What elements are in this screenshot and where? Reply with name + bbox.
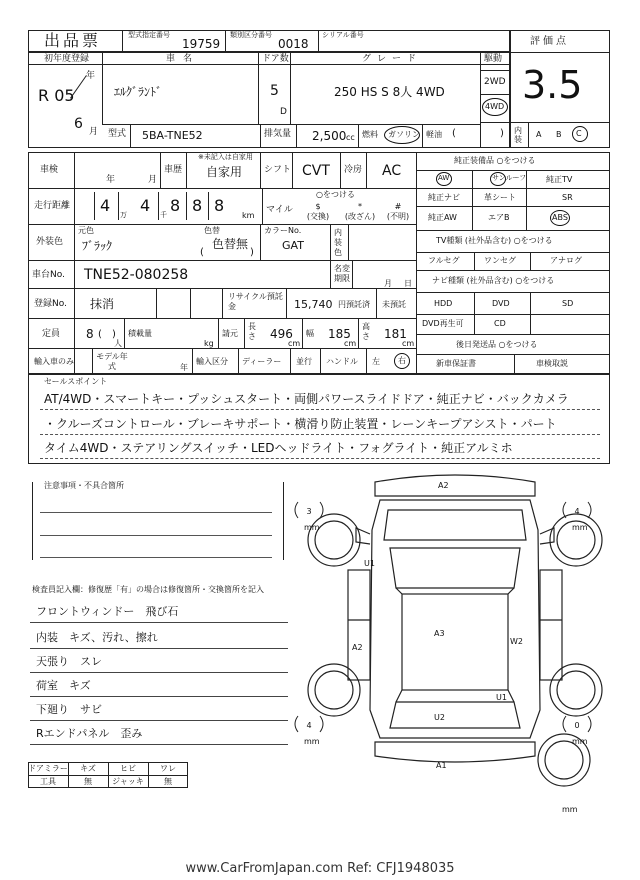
equip-abs: ABS (552, 213, 568, 222)
tread-rear-left: 4 (306, 721, 312, 730)
damage-code: A3 (434, 629, 445, 638)
note-item: Rエンドパネル 歪み (36, 727, 143, 740)
cooler: AC (382, 163, 402, 179)
first-registration-month: 6 (74, 116, 83, 132)
notes-box (32, 482, 284, 560)
damage-code: A1 (436, 761, 447, 770)
class-number: 0018 (278, 37, 309, 51)
shift: CVT (302, 163, 330, 179)
displacement: 2,500 (312, 129, 347, 143)
usage: 自家用 (206, 165, 243, 179)
mileage-digit: 8 (214, 196, 225, 215)
car-damage-diagram (290, 470, 620, 820)
length: 496 (270, 327, 293, 341)
note-item: フロントウィンドー 飛び石 (36, 605, 179, 618)
damage-code: A2 (352, 643, 363, 652)
registration-number: 抹消 (90, 297, 115, 311)
svg-text:mm: mm (562, 805, 578, 814)
svg-text:mm: mm (304, 523, 320, 532)
mileage-digits: 4 万 4 千 8 8 8 km (76, 192, 260, 220)
type-cert-number: 19759 (182, 37, 221, 51)
svg-text:mm: mm (572, 523, 588, 532)
recycle-deposit: 15,740 (294, 298, 333, 311)
model-code: 5BA-TNE52 (142, 129, 203, 142)
drive-selected: 4WD (485, 102, 505, 111)
damage-code: U1 (364, 559, 375, 568)
car-name: ｴﾙｸﾞﾗﾝﾄﾞ (114, 85, 163, 99)
form-title: 出品票 (44, 31, 102, 50)
note-item: 内装 キズ、汚れ、擦れ (36, 631, 158, 644)
svg-text:mm: mm (304, 737, 320, 746)
color-number: GAT (282, 239, 304, 252)
grade: 250 HS S 8人 4WD (334, 85, 445, 99)
chassis-number: TNE52-080258 (84, 267, 189, 283)
first-registration-year: R 05 (38, 86, 75, 105)
interior-grade-b: B (556, 130, 562, 139)
handle-selected: 右 (398, 356, 406, 365)
width: 185 (328, 327, 351, 341)
tread-rear-right: 0 (574, 721, 580, 730)
note-item: 荷室 キズ (36, 679, 91, 692)
note-item: 天張り スレ (36, 655, 102, 668)
sales-line: タイム4WD・ステアリングスイッチ・LEDヘッドライト・フォグライト・純正アルミホ (44, 441, 513, 455)
doors: 5 (270, 83, 279, 99)
sales-line: AT/4WD・スマートキー・プッシュスタート・両側パワースライドドア・純正ナビ・バックカメラ (44, 392, 569, 406)
damage-code: W2 (510, 637, 523, 646)
capacity: 8 (86, 327, 94, 341)
equip-sunroof: サンルーフ (492, 174, 527, 182)
damage-code: A2 (438, 481, 449, 490)
mileage-digit: 4 (140, 196, 151, 215)
damage-code: U2 (434, 713, 445, 722)
color-change: 色替無 (212, 237, 249, 251)
height: 181 (384, 327, 407, 341)
mileage-digit: 4 (100, 196, 111, 215)
tread-front-right: 4 (574, 507, 580, 516)
interior-grade-a: A (536, 130, 542, 139)
tread-front-left: 3 (306, 507, 312, 516)
sales-line: ・クルーズコントロール・ブレーキサポート・横滑り防止装置・レーンキープアシスト・パート (44, 417, 557, 431)
mileage-digit: 8 (170, 196, 181, 215)
footer-ref: www.CarFromJapan.com Ref: CFJ1948035 (185, 861, 455, 876)
equip-aw: AW (438, 174, 450, 182)
evaluation-score: 3.5 (522, 63, 583, 107)
damage-code: U1 (496, 693, 507, 702)
interior-grade-c: C (576, 129, 582, 138)
svg-text:mm: mm (572, 737, 588, 746)
note-item: 下廻り サビ (36, 703, 102, 716)
mileage-digit: 8 (192, 196, 203, 215)
fuel-type: ガソリン (388, 130, 420, 139)
exterior-color: ﾌﾞﾗｯｸ (82, 239, 113, 253)
